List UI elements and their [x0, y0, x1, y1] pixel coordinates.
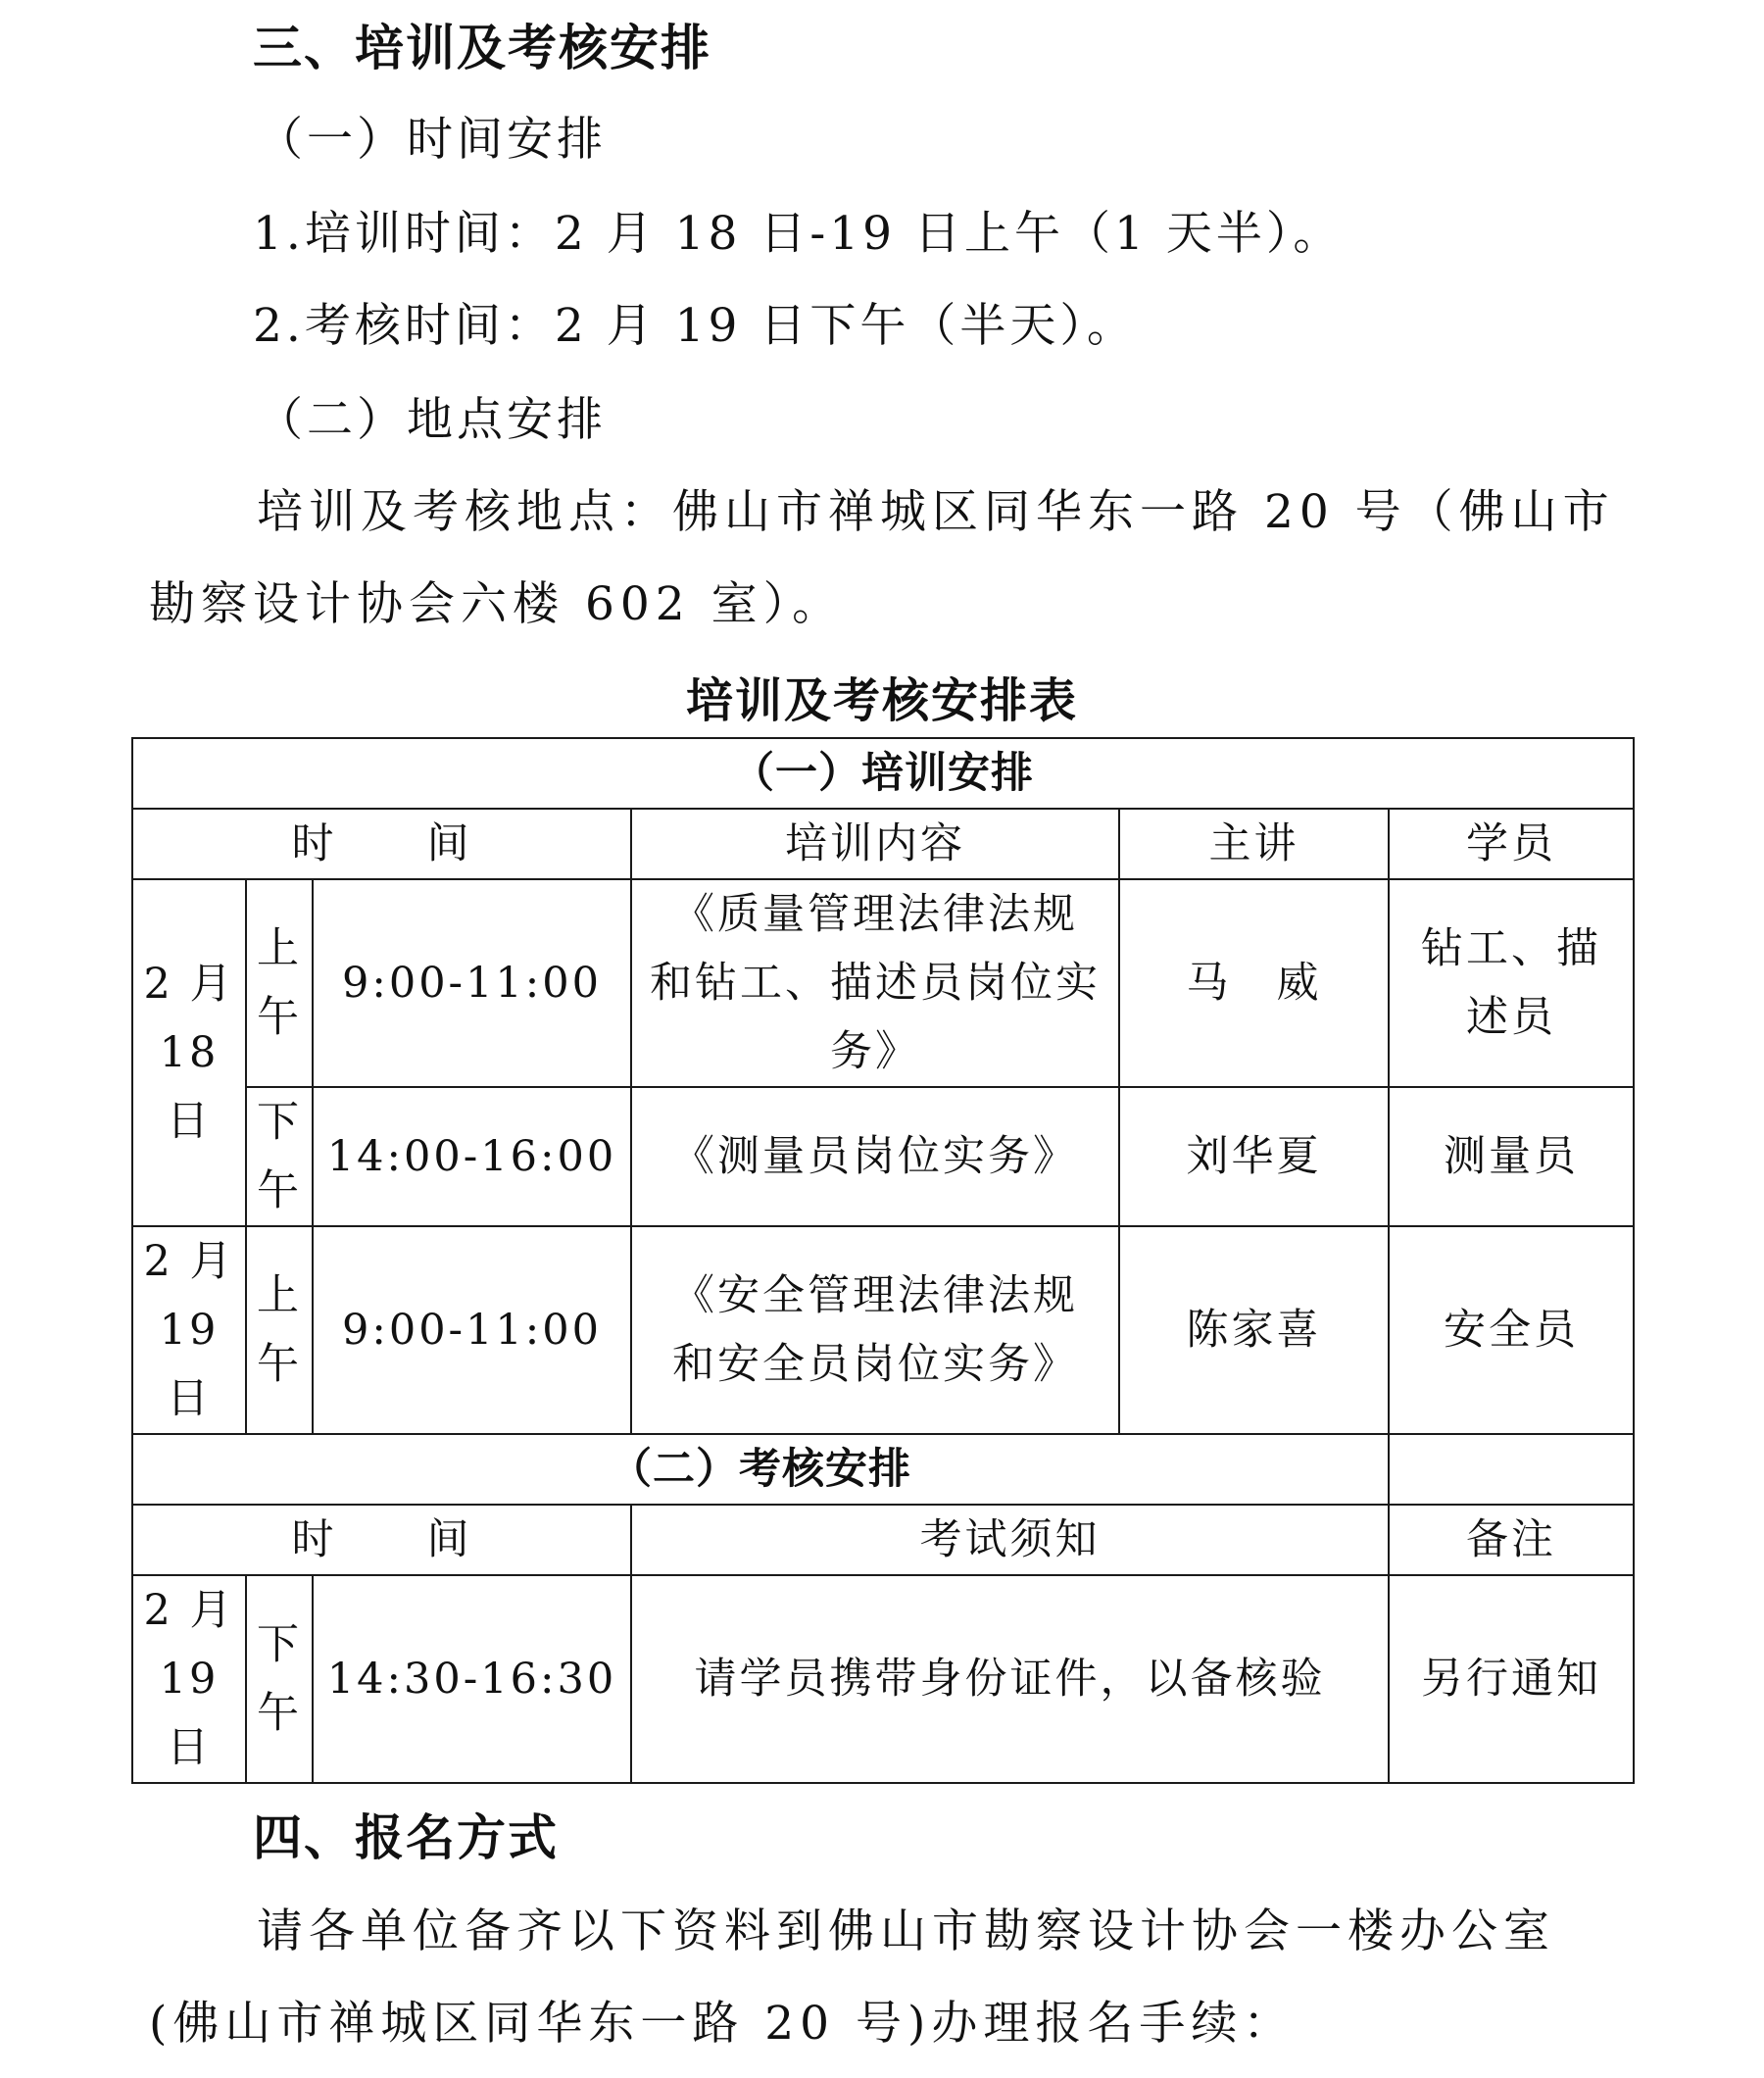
time-cell: 9:00-11:00: [313, 879, 631, 1087]
speaker-cell: 马 威: [1119, 879, 1389, 1087]
time-cell: 14:00-16:00: [313, 1087, 631, 1226]
table-row: [132, 1226, 1634, 1434]
exam-section-row: [132, 1434, 1634, 1505]
header-time: 时 间: [132, 809, 631, 879]
table-row: [132, 1087, 1634, 1226]
notice-cell: 请学员携带身份证件，以备核验: [631, 1575, 1389, 1783]
period-cell: 下 午: [246, 1087, 313, 1226]
table-title: 培训及考核安排表: [685, 673, 1078, 728]
exam-header-row: [132, 1505, 1634, 1575]
period-cell: 上 午: [246, 879, 313, 1087]
header-content: 培训内容: [631, 809, 1119, 879]
content-cell: 《安全管理法律法规 和安全员岗位实务》: [631, 1226, 1119, 1434]
table-row: [132, 879, 1634, 1087]
content-cell: 《质量管理法律法规 和钻工、描述员岗位实 务》: [631, 879, 1119, 1087]
header-notice: 考试须知: [631, 1505, 1389, 1575]
registration-line-2: (佛山市禅城区同华东一路 20 号)办理报名手续：: [149, 1997, 1296, 2051]
table-row: [132, 1575, 1634, 1783]
time-cell: 14:30-16:30: [313, 1575, 631, 1783]
exam-time-item: 2.考核时间：2 月 19 日下午（半天）。: [253, 299, 1137, 353]
content-cell: 《测量员岗位实务》: [631, 1087, 1119, 1226]
subheading-place: （二）地点安排: [257, 393, 607, 447]
trainees-cell: 测量员: [1389, 1087, 1634, 1226]
place-line-1: 培训及考核地点：佛山市禅城区同华东一路 20 号（佛山市: [257, 485, 1615, 539]
date-cell: 2 月 19 日: [132, 1575, 246, 1783]
header-time: 时 间: [132, 1505, 631, 1575]
exam-section-label: （二）考核安排: [132, 1434, 1389, 1505]
trainees-cell: 安全员: [1389, 1226, 1634, 1434]
period-cell: 下 午: [246, 1575, 313, 1783]
trainees-cell: 钻工、描 述员: [1389, 879, 1634, 1087]
training-section-label: （一）培训安排: [132, 738, 1634, 809]
header-trainees: 学员: [1389, 809, 1634, 879]
time-cell: 9:00-11:00: [313, 1226, 631, 1434]
header-remark: 备注: [1389, 1505, 1634, 1575]
training-time-item: 1.培训时间：2 月 18 日-19 日上午（1 天半）。: [253, 207, 1344, 261]
header-speaker: 主讲: [1119, 809, 1389, 879]
period-cell: 上 午: [246, 1226, 313, 1434]
schedule-table: [131, 737, 1635, 1784]
speaker-cell: 刘华夏: [1119, 1087, 1389, 1226]
date-cell: 2 月 19 日: [132, 1226, 246, 1434]
place-line-2: 勘察设计协会六楼 602 室）。: [149, 577, 845, 631]
section-heading: 四、报名方式: [253, 1809, 559, 1866]
registration-line-1: 请各单位备齐以下资料到佛山市勘察设计协会一楼办公室: [257, 1905, 1555, 1958]
section-heading: 三、培训及考核安排: [253, 20, 711, 76]
training-header-row: [132, 809, 1634, 879]
date-cell: 2 月 18 日: [132, 879, 246, 1226]
speaker-cell: 陈家喜: [1119, 1226, 1389, 1434]
training-section-row: [132, 738, 1634, 809]
subheading-time: （一）时间安排: [257, 113, 607, 167]
empty-cell: [1389, 1434, 1634, 1505]
remark-cell: 另行通知: [1389, 1575, 1634, 1783]
